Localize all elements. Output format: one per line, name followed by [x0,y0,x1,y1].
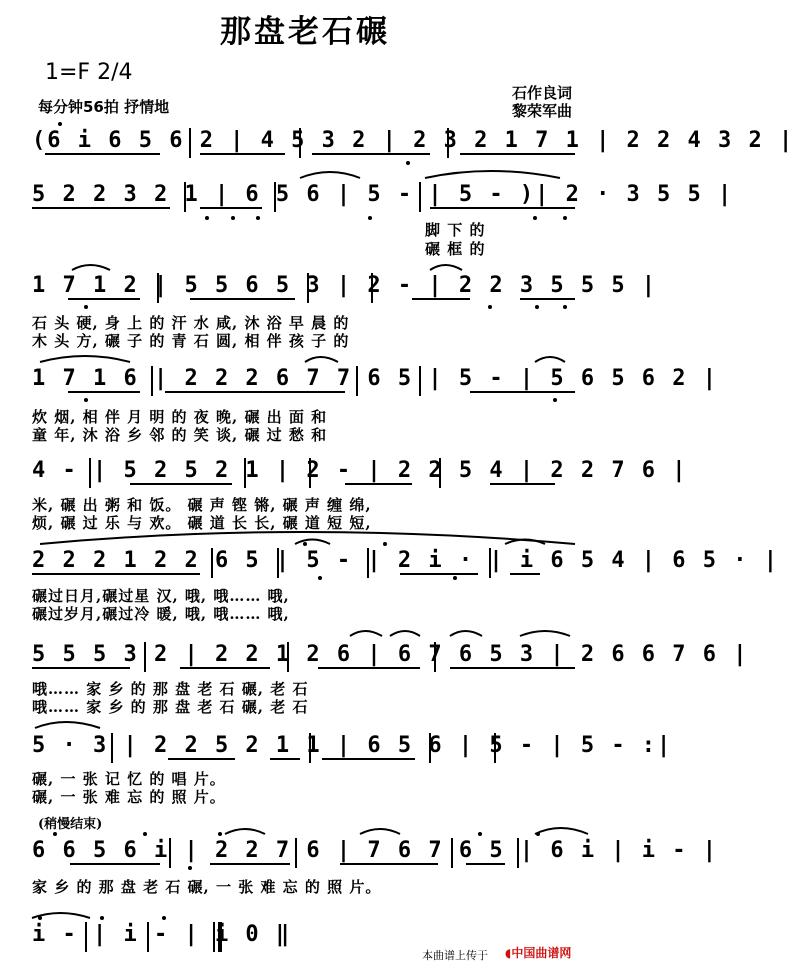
lyrics-line-2b: 碾 框 的 [425,240,486,258]
ending-marking: (稍慢结束) [38,817,103,832]
lyrics-line-8a: 碾, 一 张 记 忆 的 唱 片。 [32,770,226,788]
notation-line-10: i - | i - | i 0 ‖ [32,922,292,947]
key-signature: 1=F 2/4 [45,60,133,85]
lyrics-line-8b: 碾, 一 张 难 忘 的 照 片。 [32,788,226,806]
notation-line-1: (6 i 6 5 6 2 | 4 5 3 2 | 2 3 2 1 7 1 | 2 2 4 3 2 | [32,128,794,153]
notation-line-7: 5 5 5 3 2 | 2 2 1 2 6 | 6 7 6 5 3 | 2 6 6 7 6 | [32,642,749,667]
upload-note: 本曲谱上传于 [422,949,488,962]
lyrics-line-4a: 炊 烟, 相 伴 月 明 的 夜 晚, 碾 出 面 和 [32,408,328,426]
lyrics-line-7a: 哦…… 家 乡 的 那 盘 老 石 碾, 老 石 [32,680,309,698]
notation-line-9: 6 6 5 6 i | 2 2 7 6 | 7 6 7 6 5 | 6 i | i - | [32,838,719,863]
site-logo-mark: ◖ [505,946,512,960]
composer-credit: 黎荣军曲 [511,102,572,120]
notation-line-2: 5 2 2 3 2 1 | 6 5 6 | 5 - | 5 - )| 2 · 3 5 5 | [32,182,734,207]
notation-line-8: 5 · 3 | 2 2 5 2 1 1 | 6 5 6 | 5 - | 5 - :| [32,733,673,758]
notation-line-5: 4 - | 5 2 5 2 1 | 2 - | 2 2 5 4 | 2 2 7 6 | [32,458,688,483]
lyrics-line-2a: 脚 下 的 [425,221,486,239]
lyrics-line-7b: 哦…… 家 乡 的 那 盘 老 石 碾, 老 石 [32,698,309,716]
lyrics-line-9a: 家 乡 的 那 盘 老 石 碾, 一 张 难 忘 的 照 片。 [32,878,382,896]
lyrics-line-3a: 石 头 硬, 身 上 的 汗 水 咸, 沐 浴 早 晨 的 [32,314,350,332]
song-title: 那盘老石碾 [220,14,390,50]
lyrics-line-3b: 木 头 方, 碾 子 的 青 石 圆, 相 伴 孩 子 的 [32,332,350,350]
site-logo-text: 中国曲谱网 [511,946,572,960]
lyrics-line-5b: 烦, 碾 过 乐 与 欢。 碾 道 长 长, 碾 道 短 短, [32,514,372,532]
lyrics-line-4b: 童 年, 沐 浴 乡 邻 的 笑 谈, 碾 过 愁 和 [32,426,328,444]
tempo-marking: 每分钟56拍 抒情地 [38,98,170,116]
lyricist-credit: 石作良词 [511,84,572,102]
lyrics-line-6a: 碾过日月,碾过星 汉, 哦, 哦…… 哦, [32,587,290,605]
lyrics-line-5a: 米, 碾 出 粥 和 饭。 碾 声 铿 锵, 碾 声 缠 绵, [32,496,372,514]
lyrics-line-6b: 碾过岁月,碾过冷 暖, 哦, 哦…… 哦, [32,605,290,623]
notation-line-4: 1 7 1 6 | 2 2 2 6 7 7 6 5 | 5 - | 5 6 5 6 2 | [32,366,719,391]
notation-line-6: 2 2 2 1 2 2 6 5 | 5 - | 2 i · | i 6 5 4 | 6 5 · | [32,548,780,573]
notation-line-3: 1 7 1 2 | 5 5 6 5 3 | 2 - | 2 2 3 5 5 5 | [32,273,658,298]
